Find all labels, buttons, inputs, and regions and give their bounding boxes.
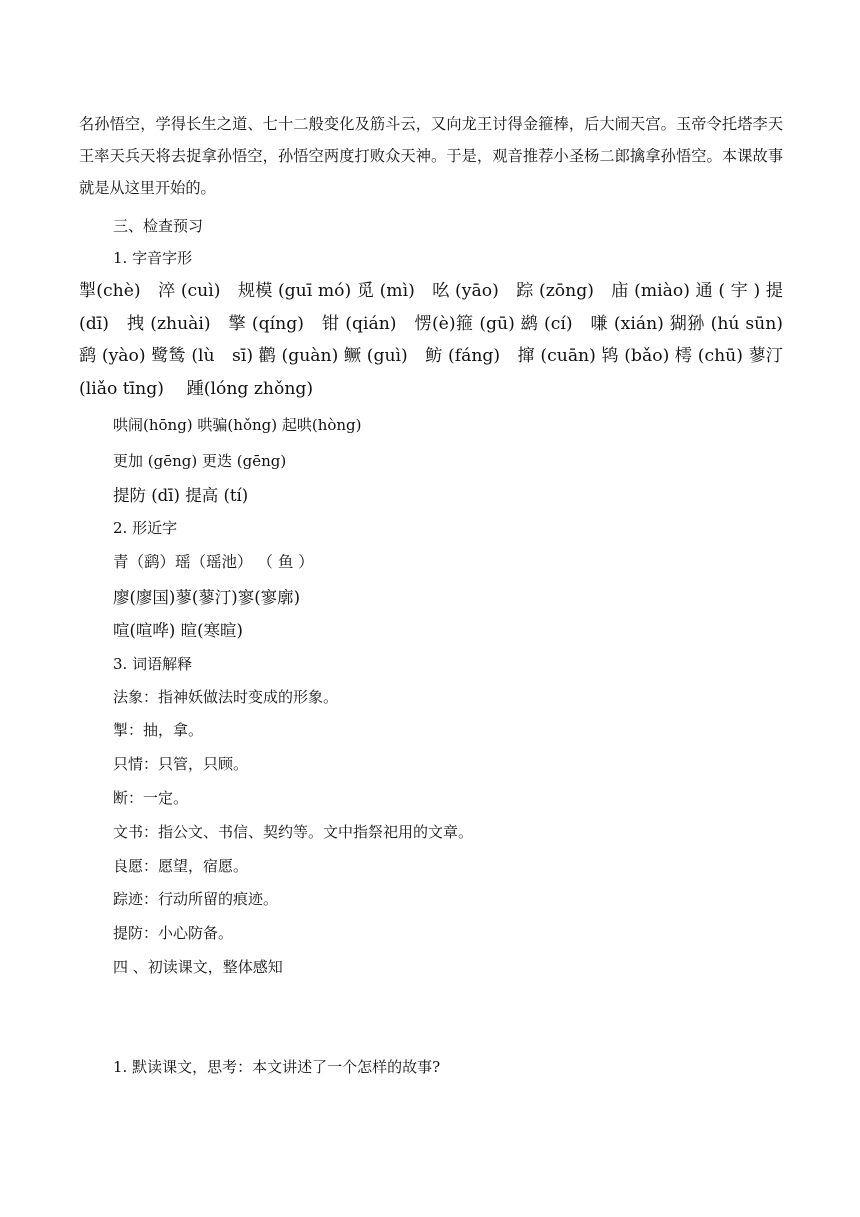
pronunciation-heading: 1. 字音字形: [113, 249, 193, 267]
similar-chars-line-2: 廖(廖国)蓼(蓼汀)寥(寥廓): [113, 588, 301, 607]
vocab-item: 踪迹：行动所留的痕迹。: [113, 890, 279, 908]
ti-pronunciation-line: 提防 (dī) 提高 (tí): [113, 486, 249, 505]
vocab-item: 断：一定。: [113, 789, 189, 807]
vocab-item: 只情：只管，只顾。: [113, 755, 249, 773]
vocab-item: 良愿：愿望，宿愿。: [113, 857, 249, 875]
intro-paragraph: 名孙悟空，学得长生之道、七十二般变化及筋斗云，又向龙王讨得金箍棒，后大闹天宫。玉帝令托塔李天王率天兵天将去捉拿孙悟空，孙悟空两度打败众天神。于是，观音推荐小圣杨二郎擒拿孙悟空。本课故事就是从这里开始的。: [79, 115, 783, 197]
pronunciation-list: 掣(chè) 淬 (cuì) 规模 (guī mó) 觅 (mì) 吆 (yāo) 踪 (zōng) 庙 (miào) 通 ( 宇 ) 提(dī) 拽 (zhuài) 擎 (qíng) 钳 (qián) 愣(è)箍 (gū) 鹚 (cí) 嗛 (xián) 猢狲 (hú sūn) 鹞 (yào) 鹭鸶 (lù sī) 鹳 (guàn) 鳜 (guì) 鲂 (fáng) 撺 (cuān) 鸨 (bǎo) 樗 (chū) 蓼汀(liǎo tīng) 踵(lóng zhǒng): [79, 281, 783, 399]
vocab-heading: 3. 词语解释: [113, 655, 193, 673]
vocab-item: 掣：抽，拿。: [113, 721, 204, 739]
geng-pronunciation-line: 更加 (gēng) 更迭 (gēng): [113, 452, 287, 470]
vocab-item: 文书：指公文、书信、契约等。文中指祭祀用的文章。: [113, 823, 474, 841]
similar-chars-line-1: 青（鹞）瑶（瑶池） （ 鱼 ）: [113, 553, 314, 571]
vocab-item: 提防：小心防备。: [113, 924, 234, 942]
vocab-item: 法象：指神妖做法时变成的形象。: [113, 688, 339, 706]
first-read-heading: 四 、初读课文，整体感知: [113, 958, 283, 976]
similar-chars-line-3: 喧(喧哗) 暄(寒暄): [113, 621, 243, 640]
hong-pronunciation-line: 哄闹(hōng) 哄骗(hǒng) 起哄(hòng): [113, 416, 362, 434]
question-1: 1. 默读课文，思考：本文讲述了一个怎样的故事?: [113, 1058, 441, 1076]
similar-chars-heading: 2. 形近字: [113, 519, 178, 537]
preview-heading: 三、检查预习: [113, 217, 204, 235]
